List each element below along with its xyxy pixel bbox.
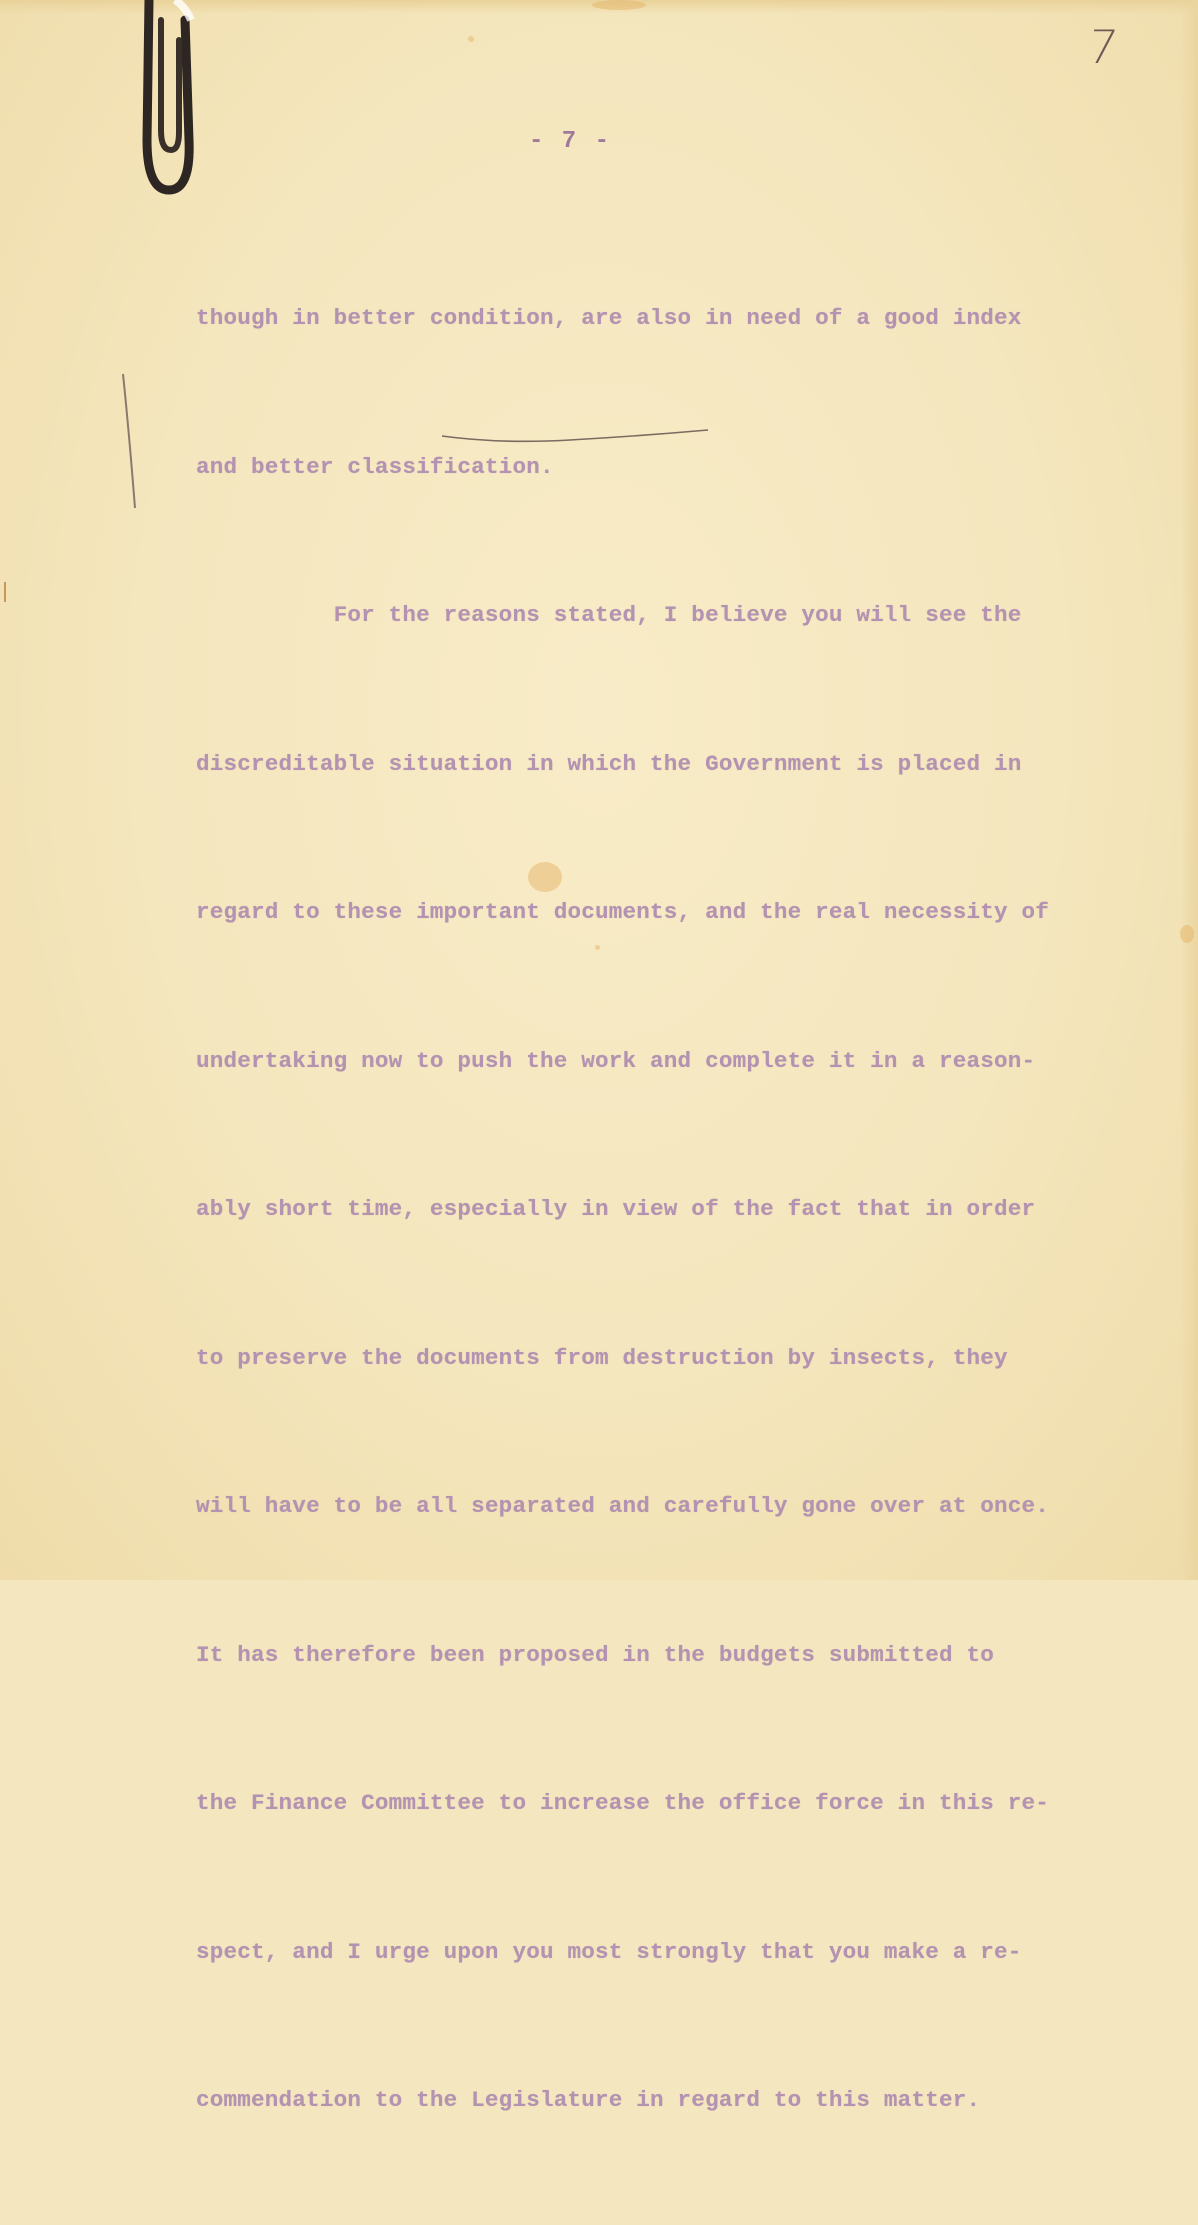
text-line: will have to be all separated and carefully gone over at once. bbox=[196, 1493, 1050, 1519]
text-line: regard to these important documents, and the real necessity of bbox=[196, 899, 1050, 925]
text-line: discreditable situation in which the Government is placed in bbox=[196, 750, 1022, 777]
text-line: For the reasons stated, I believe you will see the bbox=[196, 602, 1022, 628]
text-line: the Finance Committee to increase the office force in this re- bbox=[196, 1790, 1050, 1816]
margin-tick-mark bbox=[2, 582, 8, 602]
stain-spot bbox=[592, 0, 646, 10]
text-line: It has therefore been proposed in the budgets submitted to bbox=[196, 1641, 994, 1668]
handwritten-underline bbox=[440, 426, 710, 446]
margin-pencil-mark bbox=[115, 372, 145, 512]
text-line: spect, and I urge upon you most strongly that you make a re- bbox=[196, 1938, 1022, 1965]
letter-body-text bbox=[196, 195, 1126, 2225]
text-line: though in better condition, are also in need of a good index bbox=[196, 305, 1022, 331]
typed-page-number: - 7 - bbox=[528, 128, 611, 155]
text-line: and better classification. bbox=[196, 453, 554, 480]
paper-clip-icon bbox=[135, 0, 205, 205]
handwritten-page-number: 7 bbox=[1084, 20, 1122, 74]
text-line: undertaking now to push the work and complete it in a reason- bbox=[196, 1047, 1036, 1074]
text-line: ably short time, especially in view of the fact that in order bbox=[196, 1196, 1036, 1222]
text-line: commendation to the Legislature in regard to this matter. bbox=[196, 2087, 981, 2113]
paper-right-edge bbox=[1180, 0, 1198, 1580]
text-line: to preserve the documents from destruction by insects, they bbox=[196, 1344, 1008, 1371]
stain-spot bbox=[468, 36, 474, 42]
stain-spot bbox=[1180, 925, 1194, 943]
